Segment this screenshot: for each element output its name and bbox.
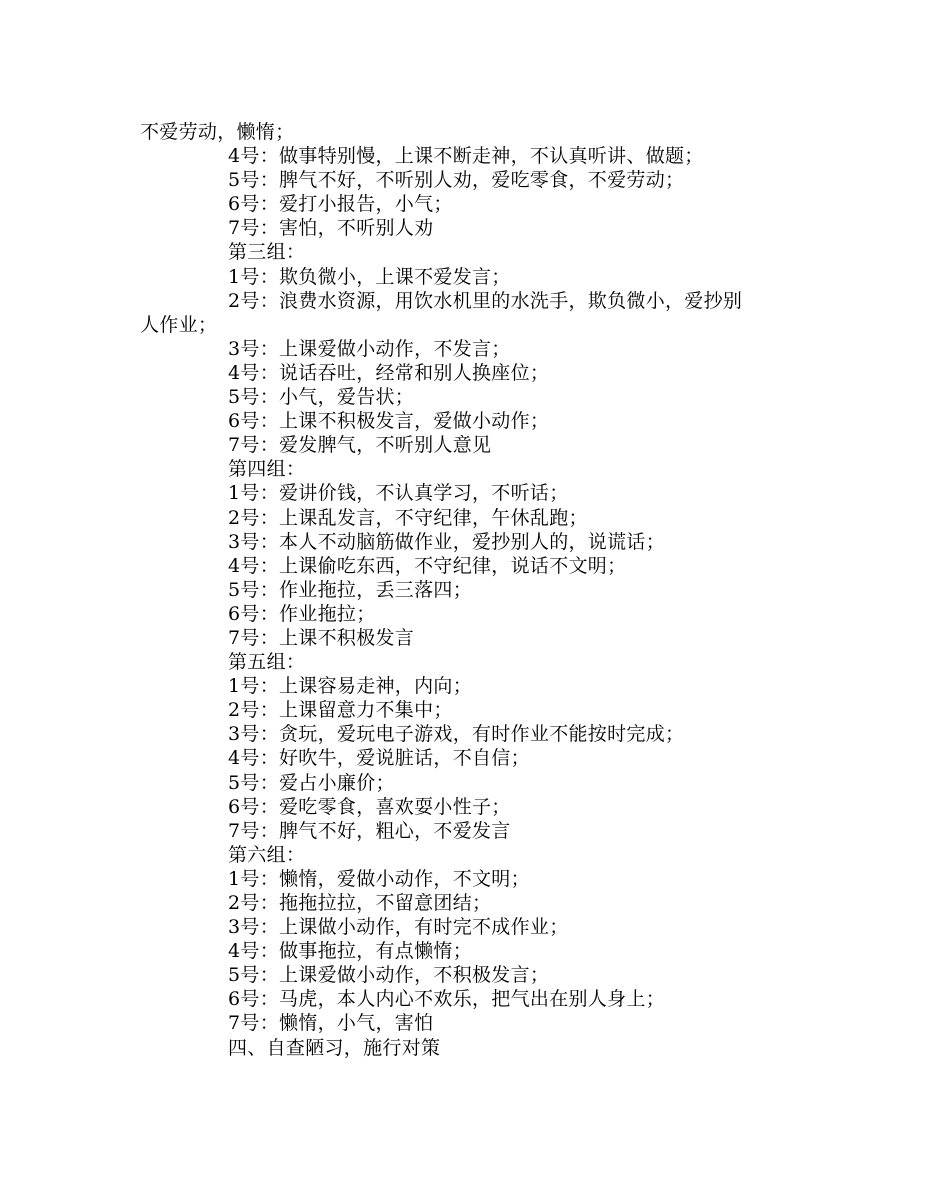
text-line: 1号：爱讲价钱，不认真学习，不听话； bbox=[228, 482, 569, 505]
text-line: 四、自查陋习，施行对策 bbox=[228, 1036, 441, 1059]
text-line: 5号：上课爱做小动作，不积极发言； bbox=[228, 964, 550, 987]
text-line: 5号：脾气不好，不听别人劝，爱吃零食，不爱劳动； bbox=[228, 169, 685, 192]
text-line: 6号：爱吃零食，喜欢耍小性子； bbox=[228, 795, 511, 818]
text-line: 2号：上课留意力不集中； bbox=[228, 699, 453, 722]
text-line: 2号：上课乱发言，不守纪律，午休乱跑； bbox=[228, 506, 588, 529]
text-line: 不爱劳动，懒惰； bbox=[140, 121, 295, 143]
text-line: 7号：上课不积极发言 bbox=[228, 626, 415, 649]
document-body bbox=[140, 120, 820, 1060]
text-line: 3号：上课做小动作，有时完不成作业； bbox=[228, 916, 569, 939]
text-line: 6号：作业拖拉； bbox=[228, 602, 376, 625]
text-line: 7号：懒惰，小气，害怕 bbox=[228, 1012, 434, 1035]
text-line: 4号：做事拖拉，有点懒惰； bbox=[228, 940, 472, 963]
text-line: 5号：作业拖拉，丢三落四； bbox=[228, 578, 472, 601]
text-line: 6号：上课不积极发言，爱做小动作； bbox=[228, 410, 550, 433]
text-line: 人作业； bbox=[140, 313, 218, 336]
text-line: 5号：爱占小廉价； bbox=[228, 771, 395, 794]
text-line: 5号：小气，爱告状； bbox=[228, 386, 415, 409]
text-line: 第五组： bbox=[228, 651, 306, 674]
text-line: 2号：浪费水资源，用饮水机里的水洗手，欺负微小，爱抄别 bbox=[228, 289, 743, 312]
text-line: 7号：害怕，不听别人劝 bbox=[228, 217, 434, 240]
text-line: 7号：爱发脾气，不听别人意见 bbox=[228, 434, 492, 457]
text-line: 4号：上课偷吃东西，不守纪律，说话不文明； bbox=[228, 554, 627, 577]
text-line: 4号：好吹牛，爱说脏话，不自信； bbox=[228, 747, 530, 770]
text-line: 3号：本人不动脑筋做作业，爱抄别人的，说谎话； bbox=[228, 530, 665, 553]
text-line: 第三组： bbox=[228, 241, 306, 264]
text-line: 1号：懒惰，爱做小动作，不文明； bbox=[228, 867, 530, 890]
text-line: 3号：上课爱做小动作，不发言； bbox=[228, 337, 511, 360]
text-line: 6号：马虎，本人内心不欢乐，把气出在别人身上； bbox=[228, 988, 665, 1011]
text-line: 4号：做事特别慢，上课不断走神，不认真听讲、做题； bbox=[228, 145, 704, 168]
text-line: 6号：爱打小报告，小气； bbox=[228, 193, 453, 216]
text-line: 2号：拖拖拉拉，不留意团结； bbox=[228, 892, 492, 914]
text-line: 7号：脾气不好，粗心，不爱发言 bbox=[228, 819, 511, 842]
text-line: 1号：上课容易走神，内向； bbox=[228, 675, 472, 698]
text-line: 第四组： bbox=[228, 458, 306, 481]
text-line: 4号：说话吞吐，经常和别人换座位； bbox=[228, 361, 550, 384]
text-line: 1号：欺负微小，上课不爱发言； bbox=[228, 265, 511, 288]
text-line: 第六组： bbox=[228, 843, 306, 866]
text-line: 3号：贪玩，爱玩电子游戏，有时作业不能按时完成； bbox=[228, 723, 685, 746]
